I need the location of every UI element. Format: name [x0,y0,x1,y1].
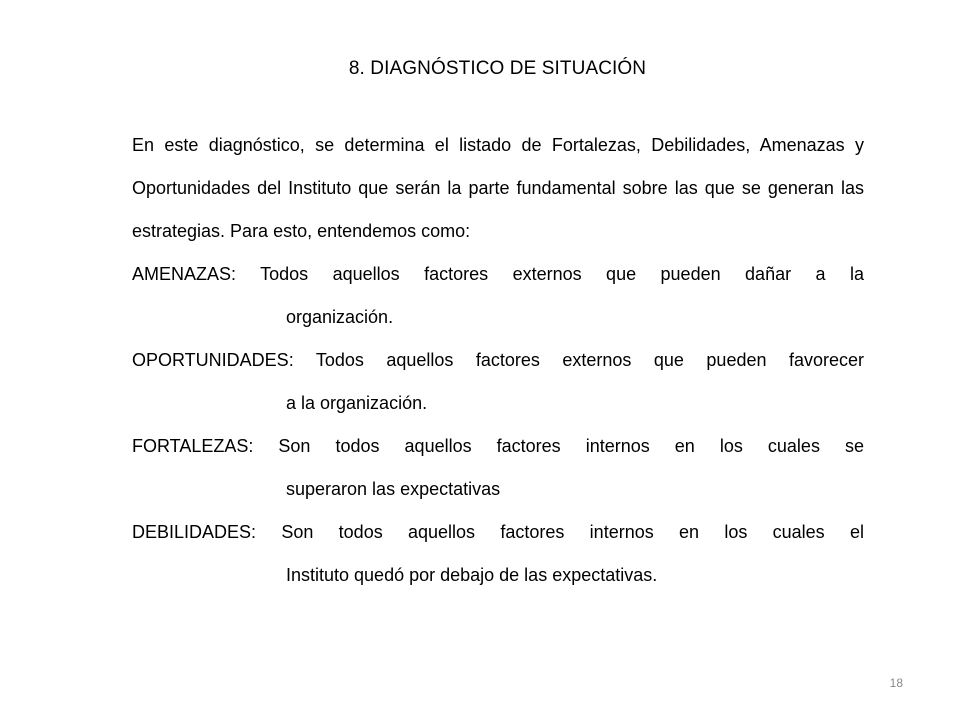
definition-amenazas [132,253,864,339]
definition-oportunidades [132,339,864,425]
definition-oportunidades-continuation: a la organización. [286,393,428,413]
definition-oportunidades-text: OPORTUNIDADES: Todos aquellos factores externos que pueden favorecer [132,350,864,370]
slide-title: 8. DIAGNÓSTICO DE SITUACIÓN [348,58,647,79]
definition-amenazas-continuation: organización. [286,307,394,327]
page-number: 18 [889,676,903,690]
definition-fortalezas [132,425,864,511]
intro-paragraph: En este diagnóstico, se determina el listado de Fortalezas, Debilidades, Amenazas y Oportunidades del Instituto que serán la parte fundamental sobre las que se generan las estrategias. Para esto, entendemos como: [132,135,864,241]
definition-debilidades-text: DEBILIDADES: Son todos aquellos factores internos en los cuales el [132,522,864,542]
definition-fortalezas-text: FORTALEZAS: Son todos aquellos factores internos en los cuales se [132,436,864,456]
slide-body [132,124,864,597]
definition-fortalezas-continuation: superaron las expectativas [286,479,501,499]
definition-amenazas-text: AMENAZAS: Todos aquellos factores externos que pueden dañar a la [132,264,864,284]
definition-debilidades [132,511,864,597]
definition-debilidades-continuation: Instituto quedó por debajo de las expectativas. [286,565,658,585]
